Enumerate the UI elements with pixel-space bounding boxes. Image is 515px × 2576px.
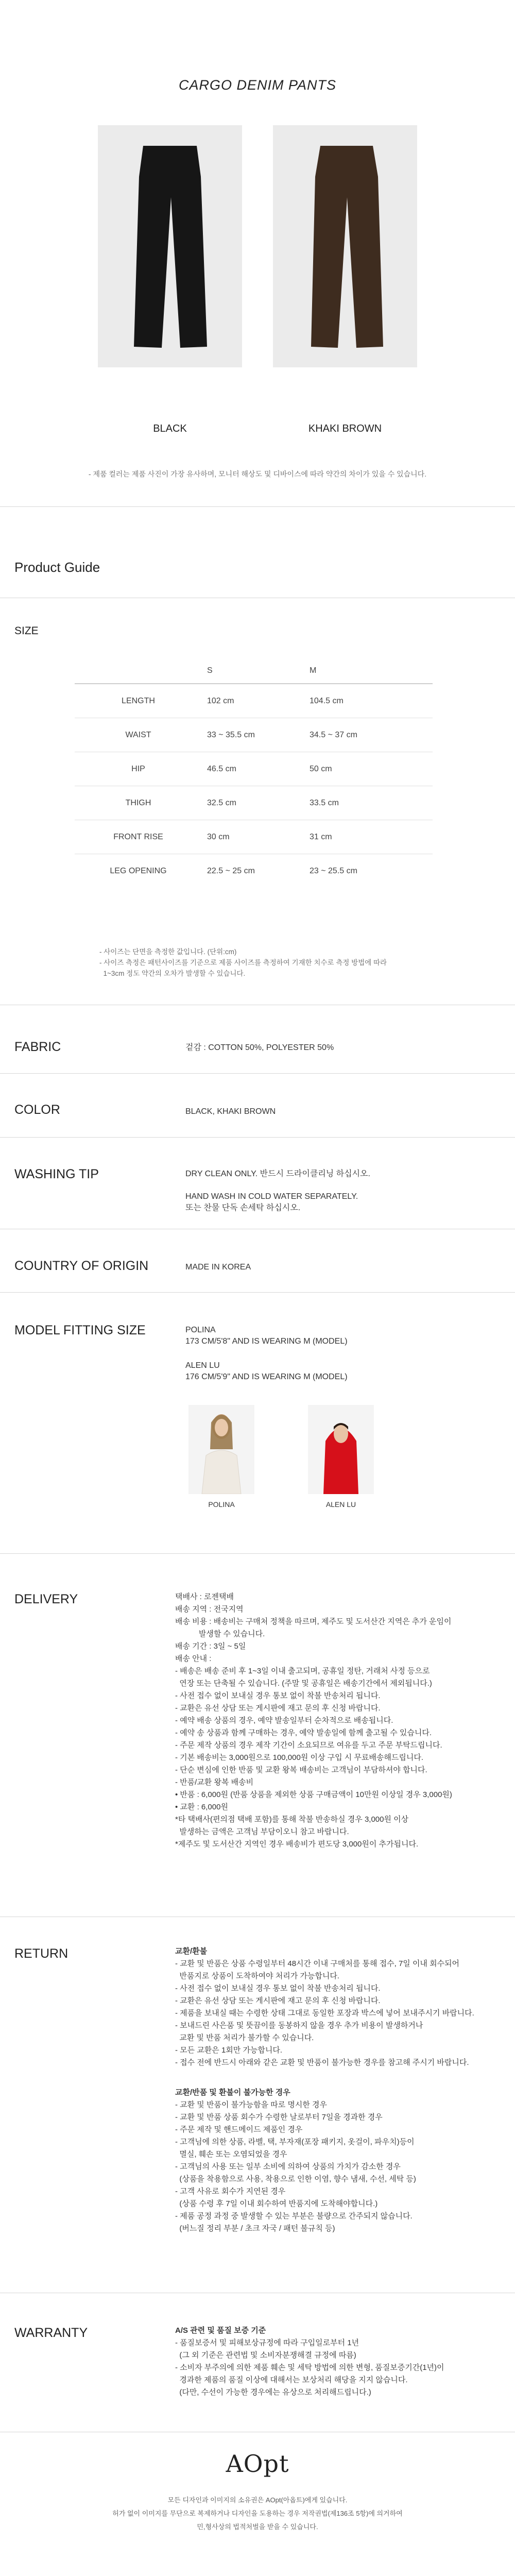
pants-khaki-illustration (273, 125, 417, 367)
measure-s: 32.5 cm (202, 786, 304, 820)
size-header-m: M (310, 666, 317, 675)
size-note: - 사이즈는 단면을 측정한 값입니다. (단위:cm) (99, 948, 237, 956)
table-row (75, 752, 433, 786)
measure-label: LEG OPENING (75, 854, 202, 888)
delivery-line: 배송 기간 : 3일 ~ 5일 (175, 1642, 246, 1651)
divider (0, 1137, 515, 1138)
divider (0, 1073, 515, 1074)
measure-label: THIGH (75, 786, 202, 820)
delivery-line: • 반품 : 6,000원 (반품 상품을 제외한 상품 구매금액이 10만원 이상일 경우 3,000원) (175, 1790, 452, 1799)
brand-logo: AOpt (226, 2450, 289, 2478)
measure-label: WAIST (75, 718, 202, 752)
return-line: - 교환은 유선 상담 또는 게시판에 재고 문의 후 신청 바랍니다. (175, 1996, 381, 2005)
delivery-line: *타 택배사(편의점 택배 포함)를 통해 착불 반송하실 경우 3,000원 이상 (175, 1815, 409, 1824)
size-table (75, 658, 433, 888)
measure-m: 104.5 cm (304, 684, 433, 718)
divider (0, 1553, 515, 1554)
return-line: - 교환 및 반품은 상품 수령일부터 48시간 이내 구매처를 통해 접수, 7일 이내 회수되어 (175, 1959, 460, 1968)
color-title: COLOR (14, 1103, 60, 1117)
delivery-line: 배송 비용 : 배송비는 구매처 정책을 따르며, 제주도 및 도서산간 지역은 추가 운임이 (175, 1617, 452, 1626)
size-note: 1~3cm 정도 약간의 오차가 발생할 수 있습니다. (99, 970, 246, 977)
delivery-line: 배송 지역 : 전국지역 (175, 1605, 244, 1614)
return-line: - 교환 및 반품 상품 회수가 수령한 날로부터 7일을 경과한 경우 (175, 2113, 383, 2122)
model-illustration (188, 1405, 254, 1494)
washing-line: HAND WASH IN COLD WATER SEPARATELY. (185, 1192, 358, 1201)
return-line: - 고객님의 사용 또는 일부 소비에 의하여 상품의 가치가 감소한 경우 (175, 2162, 401, 2171)
delivery-text (175, 1591, 452, 1851)
measure-s: 30 cm (202, 820, 304, 854)
footer-line: 민,형사상의 법적처벌을 받을 수 있습니다. (197, 2523, 318, 2531)
delivery-line: - 기본 배송비는 3,000원으로 100,000원 이상 구입 시 무료배송해드립니다. (175, 1753, 424, 1762)
measure-m: 50 cm (304, 752, 433, 786)
return-line: - 보내드린 사은품 및 뜻끔이를 동봉하지 않을 경우 추가 비용이 발생하거나 (175, 2021, 423, 2030)
return-title: RETURN (14, 1946, 68, 1961)
delivery-line: - 교환은 유선 상담 또는 게시판에 재고 문의 후 신청 바랍니다. (175, 1704, 381, 1713)
delivery-line: - 단순 변심에 인한 반품 및 교환 왕복 배송비는 고객님이 부담하셔야 합니다. (175, 1766, 427, 1774)
delivery-line: - 사전 접수 없이 보내실 경우 통보 없이 착불 반송처리 됩니다. (175, 1691, 381, 1700)
fabric-value: 겉감 : COTTON 50%, POLYESTER 50% (185, 1043, 334, 1052)
measure-label: LENGTH (75, 684, 202, 718)
delivery-line: - 주문 제작 상품의 경우 제작 기간이 소요되므로 여유를 두고 주문 부탁드립니다. (175, 1741, 442, 1750)
product-guide-title: Product Guide (14, 560, 100, 575)
footer-line: 모든 디자인과 이미지의 소유권은 AOpt(아옵트)에게 있습니다. (167, 2496, 348, 2504)
delivery-line: 발생할 수 있습니다. (175, 1630, 265, 1638)
table-row (75, 786, 433, 820)
size-header-s: S (207, 666, 213, 675)
model-photo-polina (188, 1405, 254, 1494)
fabric-title: FABRIC (14, 1040, 61, 1054)
delivery-line: 발생하는 금액은 고객님 부담이오니 참고 바랍니다. (175, 1827, 349, 1836)
delivery-line: • 교환 : 6,000원 (175, 1803, 228, 1811)
model-line: ALEN LU (185, 1361, 220, 1370)
washing-title: WASHING TIP (14, 1167, 99, 1181)
measure-s: 33 ~ 35.5 cm (202, 718, 304, 752)
model-name-polina: POLINA (208, 1500, 235, 1509)
footer-line: 허가 없이 이미지를 무단으로 복제하거나 디자인을 도용하는 경우 저작권법(제136조 5항)에 의거하여 (112, 2510, 403, 2517)
measure-m: 33.5 cm (304, 786, 433, 820)
origin-title: COUNTRY OF ORIGIN (14, 1259, 149, 1273)
table-row (75, 854, 433, 888)
return-line: - 교환 및 반품이 불가능함을 따로 명시한 경우 (175, 2100, 327, 2109)
delivery-line: - 반품/교환 왕복 배송비 (175, 1778, 254, 1787)
model-line: POLINA (185, 1326, 216, 1334)
color-label-khaki: KHAKI BROWN (308, 423, 382, 434)
return-line: - 고객 사유로 회수가 지연된 경우 (175, 2187, 286, 2196)
delivery-title: DELIVERY (14, 1592, 78, 1606)
color-label-black: BLACK (153, 423, 187, 434)
page-title: CARGO DENIM PANTS (178, 77, 337, 93)
model-photo-alen-lu (308, 1405, 374, 1494)
measure-s: 22.5 ~ 25 cm (202, 854, 304, 888)
model-title: MODEL FITTING SIZE (14, 1323, 146, 1337)
pants-black-illustration (98, 125, 242, 367)
delivery-line: - 예약 송 상품과 함께 구매하는 경우, 예약 발송일에 함께 출고될 수 있습니다. (175, 1728, 432, 1737)
return-line: - 제품을 보내실 때는 수령한 상태 그대로 동일한 포장과 박스에 넣어 보내주시기 바랍니다. (175, 2009, 474, 2018)
photo-notice: - 제품 컬러는 제품 사진이 가장 유사하며, 모니터 해상도 및 디바이스에 따라 약간의 차이가 있을 수 있습니다. (88, 470, 427, 478)
model-line: 176 CM/5'9" AND IS WEARING M (MODEL) (185, 1372, 348, 1381)
return-line: 멸실, 훼손 또는 오염되었을 경우 (175, 2150, 287, 2159)
washing-line: DRY CLEAN ONLY. 반드시 드라이클리닝 하십시오. (185, 1170, 370, 1178)
warranty-line: (그 외 기준은 관련법 및 소비자분쟁해결 규정에 따름) (175, 2351, 356, 2360)
measure-m: 31 cm (304, 820, 433, 854)
washing-line: 또는 찬물 단독 손세탁 하십시오. (185, 1204, 301, 1212)
table-row (75, 684, 433, 718)
delivery-line: - 배송은 배송 준비 후 1~3일 이내 출고되며, 공휴일 정탄, 거래처 사정 등으로 (175, 1667, 430, 1675)
measure-m: 23 ~ 25.5 cm (304, 854, 433, 888)
return-text (175, 1945, 474, 2235)
measure-label: FRONT RISE (75, 820, 202, 854)
divider (0, 1292, 515, 1293)
return-line: - 접수 전에 반드시 아래와 같은 교환 및 반품이 불가능한 경우를 참고해 주시기 바랍니다. (175, 2058, 469, 2067)
divider (0, 506, 515, 507)
product-photo-black (98, 125, 242, 367)
warranty-line: - 소비자 부주의에 의한 제품 훼손 및 세탁 방법에 의한 변형, 품질보증기간(1년)이 (175, 2363, 444, 2372)
size-label: SIZE (14, 625, 39, 637)
color-value: BLACK, KHAKI BROWN (185, 1107, 276, 1116)
warranty-line: (다만, 수선이 가능한 경우에는 유상으로 처리해드립니다.) (175, 2388, 371, 2397)
warranty-heading: A/S 관련 및 품질 보증 기준 (175, 2326, 266, 2335)
return-heading: 교환/환불 (175, 1947, 208, 1956)
table-row (75, 820, 433, 854)
model-name-alen-lu: ALEN LU (325, 1500, 356, 1509)
return-line: (상품 수령 후 7일 이내 회수하여 반품지에 도착해야합니다.) (175, 2199, 378, 2208)
product-photo-khaki (273, 125, 417, 367)
measure-s: 102 cm (202, 684, 304, 718)
warranty-text (175, 2325, 444, 2399)
warranty-line: - 품질보증서 및 피해보상규정에 따라 구입일로부터 1년 (175, 2338, 359, 2347)
model-line: 173 CM/5'8" AND IS WEARING M (MODEL) (185, 1337, 348, 1346)
return-line: 교환 및 반품 처리가 불가할 수 있습니다. (175, 2033, 314, 2042)
footer (0, 2494, 515, 2534)
return-line: - 사전 접수 없이 보내실 경우 통보 없이 착불 반송처리 됩니다. (175, 1984, 381, 1993)
return-line: - 제품 공정 과정 중 발생할 수 있는 부분은 불량으로 간주되지 않습니다. (175, 2212, 413, 2221)
return-line: (버느질 정리 부분 / 초크 자국 / 패턴 불규칙 등) (175, 2224, 335, 2233)
measure-m: 34.5 ~ 37 cm (304, 718, 433, 752)
size-note: - 사이즈 측정은 패턴사이즈를 기준으로 제품 사이즈를 측정하여 기재한 치수로 측정 방법에 따라 (99, 959, 387, 967)
model-illustration (308, 1405, 374, 1494)
delivery-line: 배송 안내 : (175, 1654, 212, 1663)
origin-value: MADE IN KOREA (185, 1263, 251, 1272)
return-line: - 주문 제작 및 핸드메이드 제품인 경우 (175, 2125, 303, 2134)
delivery-line: 택배사 : 로젠택배 (175, 1592, 234, 1601)
return-line: - 모든 교환은 1회만 가능합니다. (175, 2046, 283, 2055)
delivery-line: *제주도 및 도서산간 지역인 경우 배송비가 편도당 3,000원이 추가됩니다. (175, 1840, 419, 1849)
warranty-line: 경과한 제품의 품질 이상에 대해서는 보상처리 해당을 지지 않습니다. (175, 2376, 408, 2384)
delivery-line: - 예약 배송 상품의 경우, 예약 발송일부터 순차적으로 배송됩니다. (175, 1716, 393, 1725)
return-line: 반품지로 상품이 도착하여야 처리가 가능합니다. (175, 1972, 339, 1980)
delivery-line: 연장 또는 단축될 수 있습니다. (주말 및 공휴일은 배송기간에서 제외됩니다.) (175, 1679, 432, 1688)
return-heading: 교환/반품 및 환불이 불가능한 경우 (175, 2088, 290, 2097)
warranty-title: WARRANTY (14, 2326, 88, 2340)
measure-s: 46.5 cm (202, 752, 304, 786)
return-line: - 고객님에 의한 상품, 라벨, 택, 부자재(포장 패키지, 옷걸이, 파우치)등이 (175, 2138, 415, 2146)
return-line: (상품을 착용함으로 사용, 착용으로 인한 이염, 향수 냄새, 수선, 세탁 등) (175, 2175, 416, 2183)
table-row (75, 718, 433, 752)
measure-label: HIP (75, 752, 202, 786)
